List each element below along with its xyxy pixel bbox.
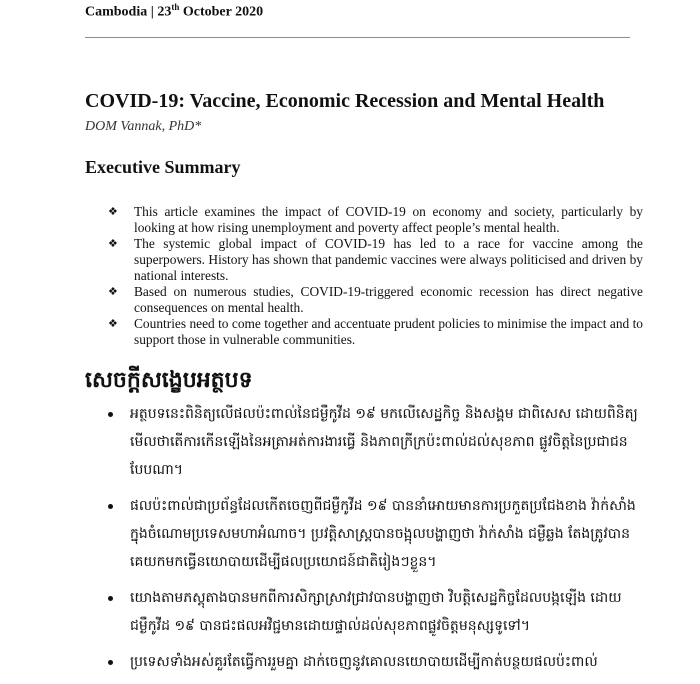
header-divider: [85, 37, 630, 38]
list-item: [108, 492, 645, 576]
khmer-summary-list: [108, 400, 645, 684]
list-item: [108, 316, 643, 348]
diamond-bullet-icon: ❖: [108, 318, 118, 330]
bullet-dot-icon: [108, 504, 113, 509]
list-item-text: This article examines the impact of COVID-19 on economy and society, particularly by looking at how rising unemployment and poverty affect people’s mental health.: [134, 204, 643, 235]
list-item: [108, 400, 645, 484]
header-date: October 2020: [179, 4, 264, 20]
list-item-text: ប្រទេសទាំងអស់គួរតែធ្វើការរួមគ្នា ដាក់ចេញនូវគោលនយោបាយដើម្បីកាត់បន្ថយផលប៉ះពាល់: [130, 654, 598, 670]
bullet-dot-icon: [108, 660, 113, 665]
list-item-text: The systemic global impact of COVID-19 has led to a race for vaccine among the superpowers. History has shown that pandemic vaccines were always politicised and driven by national interests.: [134, 236, 643, 283]
list-item: [108, 584, 645, 640]
author: DOM Vannak, PhD*: [85, 119, 202, 134]
list-item-text: Based on numerous studies, COVID-19-triggered economic recession has direct negative consequences on mental health.: [134, 284, 643, 315]
executive-summary-list: [108, 204, 643, 348]
list-item-text: យោងតាមភស្តុតាងបានមកពីការសិក្សាស្រាវជ្រាវបានបង្ហាញថា វិបត្តិសេដ្ឋកិច្ចដែលបង្កឡើង ដោយជម្ងឺកូវីដ ១៩ បានជះផលអវិជ្ជមានដោយផ្ទាល់ដល់សុខភាពផ្លូវចិត្តមនុស្សទូទៅ។: [130, 590, 622, 634]
bullet-dot-icon: [108, 412, 113, 417]
diamond-bullet-icon: ❖: [108, 286, 118, 298]
list-item: [108, 284, 643, 316]
khmer-summary-heading: សេចក្តីសង្ខេបអត្ថបទ: [85, 368, 253, 393]
list-item: [108, 648, 645, 676]
bullet-dot-icon: [108, 596, 113, 601]
diamond-bullet-icon: ❖: [108, 238, 118, 250]
list-item: [108, 204, 643, 236]
document-header: [85, 2, 263, 21]
list-item-text: Countries need to come together and accentuate prudent policies to minimise the impact and to support those in vulnerable communities.: [134, 316, 643, 347]
diamond-bullet-icon: ❖: [108, 206, 118, 218]
list-item: [108, 236, 643, 284]
executive-summary-heading: Executive Summary: [85, 157, 241, 177]
header-location: Cambodia | 23: [85, 4, 172, 20]
list-item-text: អត្ថបទនេះពិនិត្យលើផលប៉ះពាល់នៃជម្ងឺកូវីដ ១៩ មកលើសេដ្ឋកិច្ច និងសង្គម ជាពិសេស ដោយពិនិត្យមើលថាតើការកើនឡើងនៃអត្រាអត់ការងារធ្វើ និងភាពក្រីក្រប៉ះពាល់ដល់សុខភាព ផ្លូវចិត្តនៃប្រជាជនបែបណា។: [130, 406, 638, 478]
list-item-text: ផលប៉ះពាល់ជាប្រព័ន្ធដែលកើតចេញពីជម្ងឺកូវីដ ១៩ បាននាំអោយមានការប្រកួតប្រជែងខាង វ៉ាក់សាំងក្នុងចំណោមប្រទេសមហាអំណាច។ ប្រវត្តិសាស្ត្របានចង្អុលបង្ហាញថា វ៉ាក់សាំង ជម្ងឺឆ្លង តែងត្រូវបានគេយកមកធ្វើនយោបាយដើម្បីផលប្រយោជន៍ជាតិរៀងៗខ្លួន។: [130, 498, 636, 570]
header-ordinal: th: [171, 2, 180, 12]
document-title: COVID-19: Vaccine, Economic Recession and Mental Health: [85, 90, 605, 112]
